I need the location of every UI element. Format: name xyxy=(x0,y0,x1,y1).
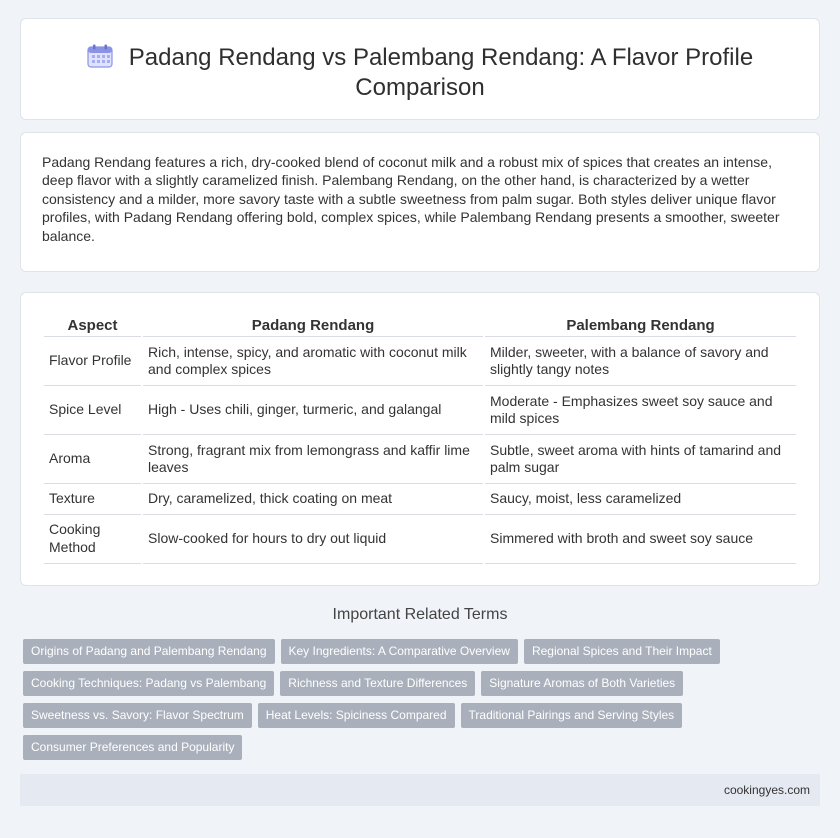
comparison-table xyxy=(42,315,798,564)
related-term-tag[interactable]: Heat Levels: Spiciness Compared xyxy=(258,703,455,728)
table-cell-aspect: Flavor Profile xyxy=(44,337,141,386)
page-title: Padang Rendang vs Palembang Rendang: A Flavor Profile Comparison xyxy=(128,44,754,101)
footer-site-link[interactable]: cookingyes.com xyxy=(723,783,810,797)
intro-card xyxy=(20,132,820,272)
footer xyxy=(20,774,820,806)
table-cell-padang: Rich, intense, spicy, and aromatic with coconut milk and complex spices xyxy=(143,337,483,386)
tag-row xyxy=(23,703,723,735)
column-header-palembang: Palembang Rendang xyxy=(485,315,796,337)
intro-paragraph: Padang Rendang features a rich, dry-cooked blend of coconut milk and a robust mix of spices that creates an intense, deep flavor with a slightly caramelized finish. Palembang Rendang, on the other hand, is characterized by a wetter consistency and a milder, more savory taste with a subtle sweetness from palm sugar. Both styles deliver unique flavor profiles, with Padang Rendang offering bold, complex spices, while Palembang Rendang presents a smoother, sweeter balance. xyxy=(42,154,780,244)
table-cell-palembang: Simmered with broth and sweet soy sauce xyxy=(485,515,796,564)
table-cell-palembang: Moderate - Emphasizes sweet soy sauce and mild spices xyxy=(485,386,796,435)
table-cell-aspect: Texture xyxy=(44,484,141,515)
table-row xyxy=(44,484,796,515)
column-header-padang: Padang Rendang xyxy=(143,315,483,337)
table-cell-padang: Dry, caramelized, thick coating on meat xyxy=(143,484,483,515)
tag-row xyxy=(23,671,723,703)
title-card xyxy=(20,18,820,120)
table-cell-aspect: Cooking Method xyxy=(44,515,141,564)
related-terms-heading: Important Related Terms xyxy=(332,606,508,623)
table-cell-padang: High - Uses chili, ginger, turmeric, and galangal xyxy=(143,386,483,435)
related-term-tag[interactable]: Regional Spices and Their Impact xyxy=(524,639,720,664)
tag-row xyxy=(23,639,723,671)
related-terms-tags xyxy=(23,639,723,767)
tag-row xyxy=(23,735,723,767)
table-cell-aspect: Spice Level xyxy=(44,386,141,435)
calendar-icon xyxy=(87,44,113,68)
comparison-table-card xyxy=(20,292,820,586)
related-term-tag[interactable]: Signature Aromas of Both Varieties xyxy=(481,671,683,696)
table-row xyxy=(44,337,796,386)
related-term-tag[interactable]: Consumer Preferences and Popularity xyxy=(23,735,242,760)
related-term-tag[interactable]: Origins of Padang and Palembang Rendang xyxy=(23,639,275,664)
table-row xyxy=(44,435,796,484)
table-row xyxy=(44,515,796,564)
table-cell-palembang: Subtle, sweet aroma with hints of tamarind and palm sugar xyxy=(485,435,796,484)
table-cell-padang: Strong, fragrant mix from lemongrass and kaffir lime leaves xyxy=(143,435,483,484)
related-term-tag[interactable]: Traditional Pairings and Serving Styles xyxy=(461,703,683,728)
related-term-tag[interactable]: Key Ingredients: A Comparative Overview xyxy=(281,639,518,664)
table-cell-aspect: Aroma xyxy=(44,435,141,484)
table-cell-palembang: Saucy, moist, less caramelized xyxy=(485,484,796,515)
table-row xyxy=(44,386,796,435)
column-header-aspect: Aspect xyxy=(44,315,141,337)
related-term-tag[interactable]: Richness and Texture Differences xyxy=(280,671,475,696)
table-cell-palembang: Milder, sweeter, with a balance of savory and slightly tangy notes xyxy=(485,337,796,386)
page-title-container xyxy=(81,43,759,103)
related-term-tag[interactable]: Cooking Techniques: Padang vs Palembang xyxy=(23,671,274,696)
table-header-row xyxy=(44,315,796,337)
table-cell-padang: Slow-cooked for hours to dry out liquid xyxy=(143,515,483,564)
related-term-tag[interactable]: Sweetness vs. Savory: Flavor Spectrum xyxy=(23,703,252,728)
